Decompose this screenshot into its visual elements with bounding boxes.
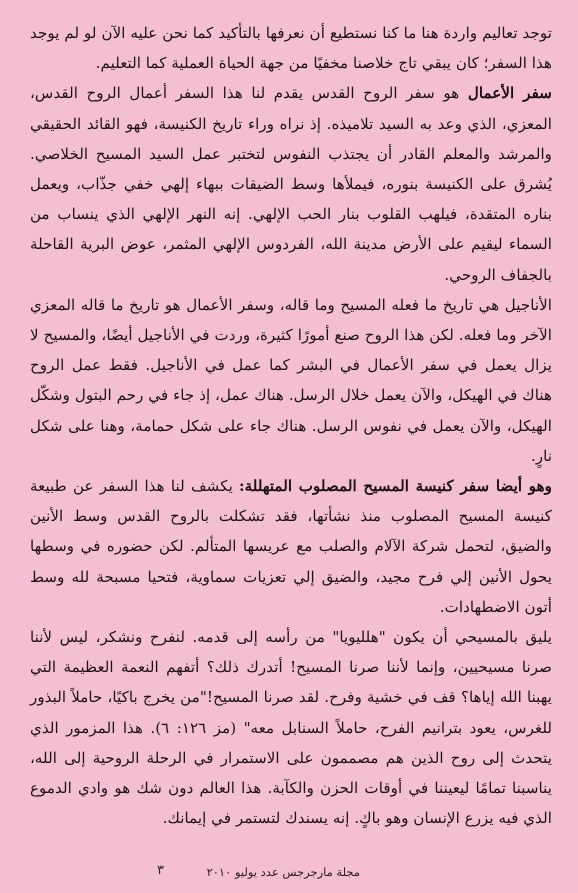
paragraph-text: هو سفر الروح القدس يقدم لنا هذا السفر أعمال الروح القدس، المعزي، الذي وعد به السيد تلاميذه. إذ نراه وراء تاريخ الكنيسة، فهو القائد الحقيقي والمرشد والمعلم القادر أن يجتذب النفوس لتختبر عمل السيد المسيح الخلاصي. يُشرق على الكنيسة بنوره، فيملأها وسط الضيقات ببهاء إلهي خفي جذّاب، ويعمل بناره المتقدة، فيلهب القلوب بنار الحب الإلهي. إنه النهر الإلهي الذي ينساب من السماء ليقيم على الأرض مدينة الله، الفردوس الإلهي المثمر، عوض البرية القاحلة بالجفاف الروحي.: [30, 84, 552, 284]
footer-magazine-title: مجلة مارجرجس عدد يوليو ٢٠١٠: [206, 865, 360, 879]
paragraph-text: يليق بالمسيحي أن يكون "هلليويا" من رأسه إلى قدمه. لنفرح ونشكر، ليس لأننا صرنا مسيحيين، وإنما لأننا صرنا المسيح! أتدرك ذلك؟ أتفهم النعمة العظيمة التي يهبنا الله إياها؟ قف في خشية وفرح. لقد صرنا المسيح!"من يخرج باكيًا، حاملاً البذور للغرس، يعود بترانيم الفرح، حاملاً السنابل معه" (مز ١٢٦: ٦). هذا المزمور الذي يتحدث إلى روح الذين هم مصممون على الاستمرار في الرحلة الروحية إلى الله، يناسبنا تمامًا ليعيننا في أوقات الحزن والكآبة. هذا العالم دون شك هو وادي الدموع الذي فيه يزرع الإنسان وهو باكٍ. إنه يسندك لتستمر في إيمانك.: [30, 628, 552, 828]
paragraph-text: توجد تعاليم واردة هنا ما كنا نستطيع أن نعرفها بالتأكيد كما نحن عليه الآن لو لم يوجد هذا السفر؛ كان يبقي تاج خلاصنا مخفيًا من جهة الحياة العملية كما التعليم.: [30, 24, 552, 73]
article-body: [30, 18, 552, 833]
paragraph-acts-spirit: [30, 78, 552, 289]
paragraph-intro: [30, 18, 552, 78]
paragraph-hallelujah: [30, 622, 552, 833]
paragraph-church: [30, 471, 552, 622]
paragraph-heading: سفر الأعمال: [467, 84, 553, 103]
paragraph-heading: وهو أيضا سفر كنيسة المسيح المصلوب المتهللة:: [239, 477, 552, 496]
paragraph-text: يكشف لنا هذا السفر عن طبيعة كنيسة المسيح المصلوب منذ نشأتها، فقد تشكلت بالروح القدس وسط الأنين والضيق، لتحمل شركة الآلام والصلب مع عريسها المتألم. لكن حضوره في وسطها يحول الأنين إلي فرح مجيد، والضيق إلي تعزيات سماوية، فتحيا مسبحة لله وسط أتون الاضطهادات.: [30, 477, 552, 616]
paragraph-text: الأناجيل هي تاريخ ما فعله المسيح وما قاله، وسفر الأعمال هو تاريخ ما قاله المعزي الآخر وما فعله. لكن هذا الروح صنع أمورًا كثيرة، وردت في الأناجيل أيضًا، والمسيح لا يزال يعمل في سفر الأعمال في البشر كما عمل في الأناجيل. فقط عمل الروح هناك في الهيكل، والآن يعمل خلال الرسل. هناك عمل، إذ جاء في رحم البتول وشكّل الهيكل، والآن يعمل في نفوس الرسل. هناك جاء على شكل حمامة، وهنا على شكل نارٍ.: [30, 295, 552, 465]
page-number: ٣: [157, 863, 164, 878]
page-footer: [0, 861, 578, 883]
paragraph-gospels: [30, 290, 552, 471]
